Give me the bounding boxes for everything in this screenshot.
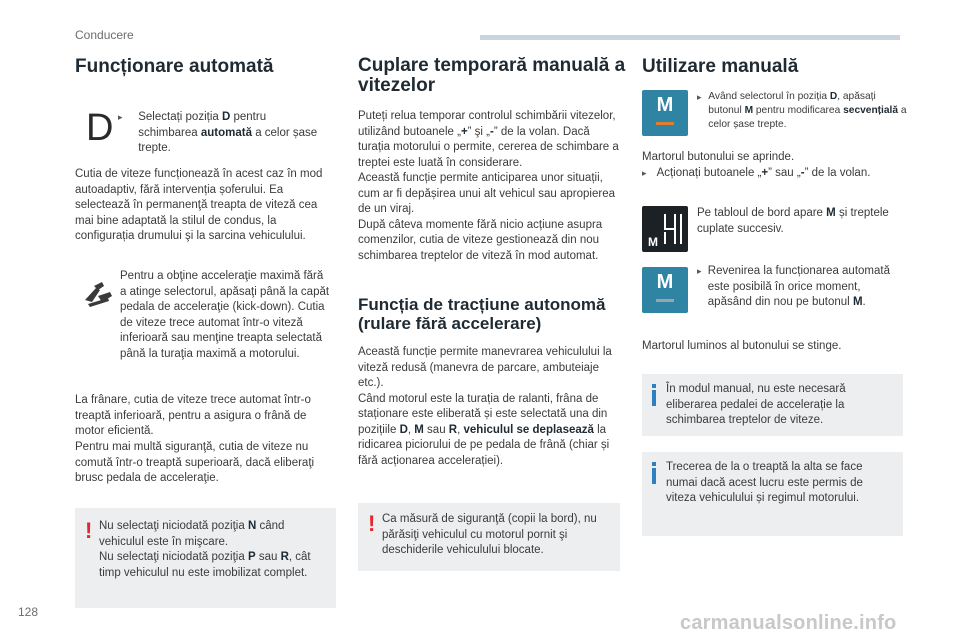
info-accelerator-text: În modul manual, nu este necesară eliberarea pedalei de accelerație la schimbarea treptelor de viteze. [666, 383, 846, 426]
heading-automatic-operation: Funcționare automată [75, 56, 274, 77]
warning-icon: ! [85, 518, 93, 543]
automatic-description: Cutia de viteze funcționează în acest caz în mod autoadaptiv, fără intervenția șoferului. Ea selectează în permanenţă treapta de viteză cea mai bine adaptată la stilul de condus, la configurația drumului şi la sarcina vehiculului. [75, 168, 323, 242]
temporary-manual-text: Puteți relua temporar controlul schimbării vitezelor, utilizând butoanele „+” şi „-” de la volan. Dacă turația motorului o permite, cererea de schimbare a treptei este luată în considerare. Această funcție permite anticiparea unor situații, cum ar fi depășirea unui alt vehicul sau apropierea de un viraj. După câteva momente fără nicio acțiune asupra comenzilor, cutia de viteze gestionează din nou schimbarea treptelor de viteză în mod automat. [358, 110, 619, 262]
heading-autonomous-traction: Funcția de tracțiune autonomă (rulare fără accelerare) [358, 295, 606, 333]
kickdown-text: Pentru a obţine acceleraţie maximă fără a atinge selectorul, apăsaţi până la capăt pedala de acceleraţie (kick-down). Cutia de viteze trece automat într-o viteză inferioară sau menţine treapta selectată până la turaţia maximă a motorului. [120, 270, 330, 360]
lamp-off-text: Martorul luminos al butonului se stinge. [642, 340, 842, 352]
safety-text: Pentru mai multă siguranţă, cutia de viteze nu comută într-o treaptă superioară, dacă eliberaţi brusc pedala de acceleraţie. [75, 441, 315, 484]
info-box-accelerator [642, 374, 903, 436]
info-icon [652, 462, 656, 484]
bullet-icon: ▸ [642, 168, 647, 178]
warning-icon: ! [368, 511, 376, 536]
heading-temporary-manual: Cuplare temporară manuală a vitezelor [358, 55, 626, 96]
svg-text:M: M [648, 235, 658, 249]
press-buttons-instruction: ▸ Acționați butoanele „+” sau „-” de la volan. [642, 166, 904, 182]
warning-gear-text: Nu selectaţi niciodată poziţia N când vehiculul este în mişcare. Nu selectaţi niciodată poziţia P sau R, cât timp vehiculul nu este imobilizat complet. [99, 520, 311, 579]
info-shift-text: Trecerea de la o treaptă la alta se face numai dacă acest lucru este permis de viteza vehiculului și regimul motorului. [666, 461, 863, 504]
section-label: Conducere [75, 28, 134, 42]
m-button-off-icon: M [642, 267, 688, 313]
warning-safety-text: Ca măsură de siguranţă (copii la bord), nu părăsiţi vehiculul cu motorul pornit şi deschiderile vehiculului blocate. [382, 513, 597, 556]
lamp-on-text: Martorul butonului se aprinde. [642, 151, 795, 163]
m-button-on-icon: M [642, 90, 688, 136]
bullet-icon: ▸ [118, 112, 123, 122]
warning-box-safety [358, 503, 620, 571]
info-icon [652, 384, 656, 406]
watermark-text: carmanualsonline.info [680, 612, 897, 634]
pedal-foot-icon [82, 278, 114, 310]
braking-text: La frânare, cutia de viteze trece automat într-o treaptă inferioară, pentru a asigura o frână de motor eficientă. [75, 394, 311, 437]
warning-box-gear [75, 508, 336, 608]
select-d-instruction: ▸ Selectați poziția D pentru schimbarea automată a celor șase trepte. [118, 110, 318, 157]
manual-mode-instruction: ▸ Având selectorul în poziția D, apăsați butonul M pentru modificarea secvențială a celor șase trepte. [697, 91, 907, 130]
gear-d-symbol: D [86, 107, 114, 149]
return-automatic-instruction: ▸ Revenirea la funcționarea automată este posibilă în orice moment, apăsând din nou pe butonul M. [697, 264, 907, 311]
info-box-shift [642, 452, 903, 536]
page-number: 128 [18, 605, 39, 619]
dashboard-display-icon [642, 206, 688, 252]
bullet-icon: ▸ [697, 92, 702, 102]
bullet-icon: ▸ [697, 266, 702, 276]
header-bar [480, 35, 900, 40]
autonomous-traction-text: Această funcție permite manevrarea vehiculului la viteză redusă (manevra de parcare, ambuteiaje etc.). Când motorul este la turația de ralanti, frâna de staționare este eliberată și este selectată una din pozițiile D, M sau R, vehiculul se deplasează la ridicarea piciorului de pe pedala de frână (chiar și fără acționarea accelerației). [358, 346, 612, 467]
dashboard-m-text: Pe tabloul de bord apare M și treptele cuplate succesiv. [697, 207, 889, 235]
heading-manual-use: Utilizare manuală [642, 56, 799, 77]
